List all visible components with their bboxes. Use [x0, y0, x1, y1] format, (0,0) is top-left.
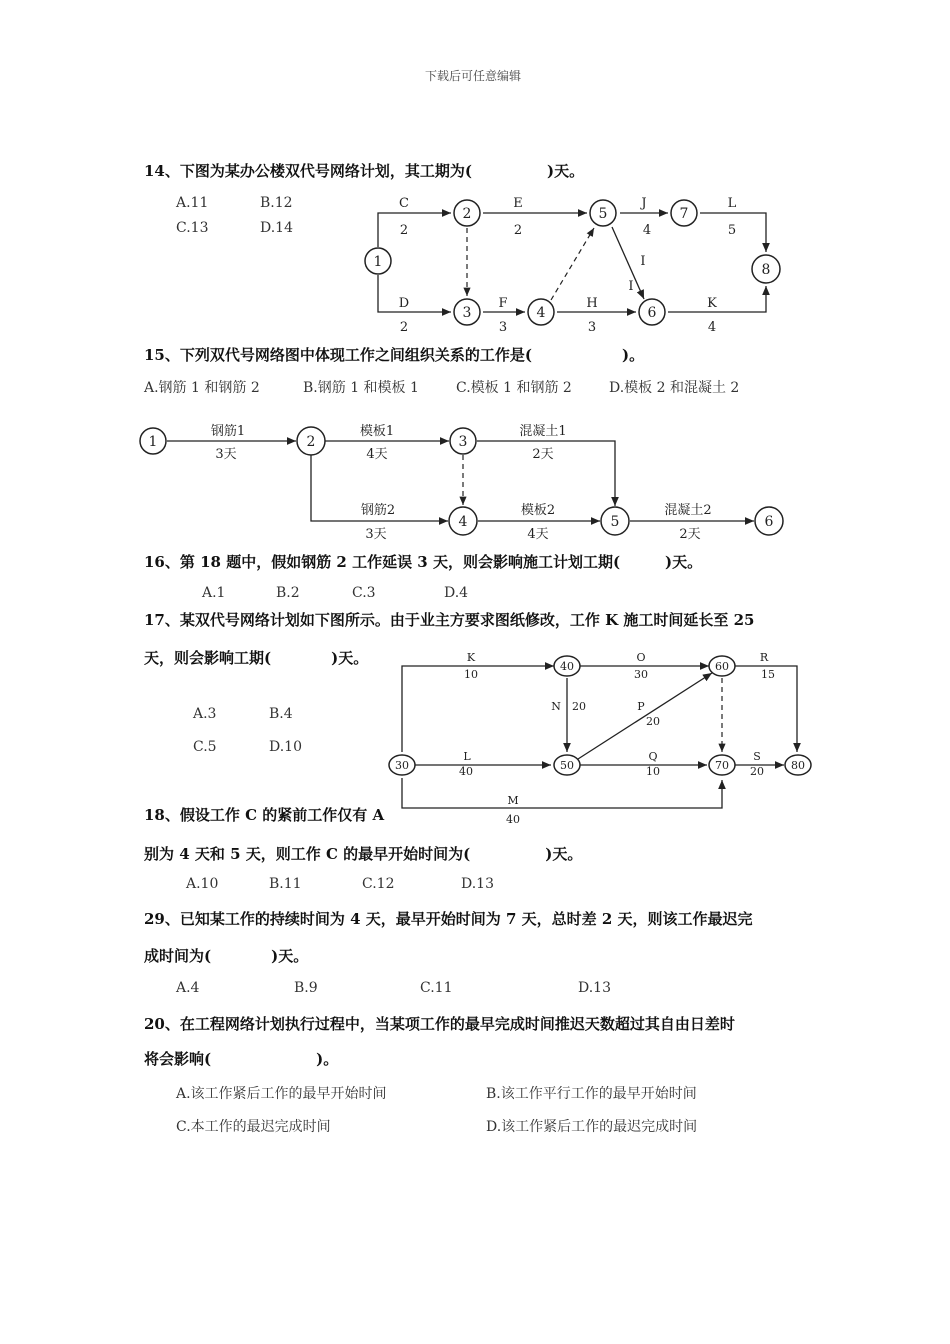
edge-label: 混凝土1: [519, 424, 567, 439]
q14-option-b: B.12: [260, 195, 293, 211]
question-18-line-2: 别为 4 天和 5 天，则工作 C 的最早开始时间为( )天。: [144, 845, 583, 863]
q29-option-b: B.9: [294, 980, 318, 996]
edge-label: 模板2: [520, 503, 556, 518]
edge-label: 混凝土2: [664, 503, 712, 518]
edge-label: 40: [506, 813, 520, 826]
q18-option-d: D.13: [461, 876, 494, 892]
q15-option-d: D.模板 2 和混凝土 2: [609, 380, 740, 396]
edge-label: 4: [707, 320, 717, 335]
question-29-line-1: 29、已知某工作的持续时间为 4 天，最早开始时间为 7 天，总时差 2 天，则该工作最迟完: [144, 910, 753, 928]
node-label: 2: [462, 206, 472, 222]
question-14: 14、下图为某办公楼双代号网络计划，其工期为( )天。: [144, 162, 585, 180]
edge-label: 2天: [679, 527, 701, 542]
node-label: 1: [373, 254, 383, 270]
node-label: 7: [679, 206, 689, 222]
question-17-line-1: 17、某双代号网络计划如下图所示。由于业主方要求图纸修改，工作 K 施工时间延长至 25: [144, 611, 755, 629]
q14-option-a: A.11: [176, 195, 209, 211]
edge-label: 模板1: [359, 424, 395, 439]
q18-option-b: B.11: [269, 876, 302, 892]
node-label: 3: [458, 434, 468, 450]
question-18-line-1: 18、假设工作 C 的紧前工作仅有 A: [144, 806, 385, 824]
edge-label: F: [498, 296, 508, 311]
edge-label: 3: [587, 320, 597, 335]
edge-label: 钢筋1: [210, 424, 246, 439]
edge-label: 2: [399, 320, 409, 335]
node-label: 40: [560, 660, 574, 673]
question-15: 15、下列双代号网络图中体现工作之间组织关系的工作是( )。: [144, 346, 645, 364]
question-16: 16、第 18 题中，假如钢筋 2 工作延误 3 天，则会影响施工计划工期( )天。: [144, 553, 703, 571]
node-label: 6: [647, 305, 657, 321]
edge-label: 4天: [366, 447, 388, 462]
q15-option-c: C.模板 1 和钢筋 2: [456, 380, 572, 396]
q20-option-c: C.本工作的最迟完成时间: [176, 1119, 331, 1135]
q15-option-b: B.钢筋 1 和模板 1: [303, 380, 419, 396]
edge-label: K: [466, 651, 476, 664]
edge-label: 2天: [532, 447, 554, 462]
node-label: 3: [462, 305, 472, 321]
q20-option-b: B.该工作平行工作的最早开始时间: [486, 1086, 697, 1102]
q29-option-d: D.13: [578, 980, 611, 996]
edge-label: L: [727, 196, 737, 211]
edge-label: 10: [646, 765, 660, 778]
q17-edge-labels: [459, 651, 775, 826]
edge-label: 20: [646, 715, 660, 728]
page-header: 下载后可任意编辑: [425, 69, 522, 83]
node-label: 4: [458, 514, 468, 530]
node-label: 8: [761, 262, 771, 278]
question-17-line-2: 天，则会影响工期( )天。: [144, 649, 369, 667]
edge-label: J: [641, 196, 647, 211]
node-label: 6: [764, 514, 774, 530]
node-label: 4: [536, 305, 546, 321]
q14-option-c: C.13: [176, 220, 209, 236]
node-label: 1: [148, 434, 158, 450]
edge-label: 10: [464, 668, 478, 681]
edge-label: H: [586, 296, 598, 311]
q29-option-c: C.11: [420, 980, 453, 996]
edge-label: 钢筋2: [360, 503, 396, 518]
edge-label: L: [463, 750, 471, 763]
edge-label: K: [707, 296, 717, 311]
node-label: 5: [598, 206, 608, 222]
edge-label: 20: [750, 765, 764, 778]
q17-edges: [402, 666, 797, 808]
edge-label: 3: [498, 320, 508, 335]
node-label: 30: [395, 759, 409, 772]
edge-label: I: [628, 279, 634, 294]
edge-label: 2: [513, 223, 523, 238]
edge-label: 3天: [365, 527, 387, 542]
node-label: 2: [306, 434, 316, 450]
q17-option-b: B.4: [269, 706, 293, 722]
q20-option-a: A.该工作紧后工作的最早开始时间: [176, 1086, 387, 1102]
node-label: 60: [715, 660, 729, 673]
question-29-line-2: 成时间为( )天。: [144, 947, 309, 965]
edge-label: 5: [727, 223, 737, 238]
q16-option-b: B.2: [276, 585, 300, 601]
node-label: 80: [791, 759, 805, 772]
q14-option-d: D.14: [260, 220, 293, 236]
edge-label: 4: [642, 223, 652, 238]
q17-option-a: A.3: [193, 706, 217, 722]
node-label: 50: [560, 759, 574, 772]
edge-label: P: [637, 700, 645, 713]
node-label: 5: [610, 514, 620, 530]
edge-label: Q: [648, 750, 658, 763]
node-label: 70: [715, 759, 729, 772]
question-20-line-2: 将会影响( )。: [144, 1050, 339, 1068]
q17-option-c: C.5: [193, 739, 217, 755]
edge-label: I: [640, 254, 646, 269]
edge-label: S: [753, 750, 761, 763]
q18-option-a: A.10: [186, 876, 219, 892]
edge-label: 4天: [527, 527, 549, 542]
q16-option-d: D.4: [444, 585, 469, 601]
edge-label: 2: [399, 223, 409, 238]
edge-label: N: [551, 700, 561, 713]
q16-option-c: C.3: [352, 585, 376, 601]
q16-option-a: A.1: [202, 585, 226, 601]
edge-label: R: [759, 651, 769, 664]
edge-label: 20: [572, 700, 586, 713]
edge-label: 15: [761, 668, 775, 681]
edge-label: C: [399, 196, 409, 211]
edge-label: O: [636, 651, 646, 664]
q17-nodes: [389, 656, 811, 775]
q18-option-c: C.12: [362, 876, 395, 892]
q17-option-d: D.10: [269, 739, 302, 755]
edge-label: 30: [634, 668, 648, 681]
edge-label: 3天: [215, 447, 237, 462]
q15-option-a: A.钢筋 1 和钢筋 2: [144, 380, 260, 396]
edge-label: D: [398, 296, 410, 311]
edge-label: 40: [459, 765, 473, 778]
question-20-line-1: 20、在工程网络计划执行过程中，当某项工作的最早完成时间推迟天数超过其自由日差时: [144, 1015, 735, 1033]
q29-option-a: A.4: [176, 980, 200, 996]
edge-label: E: [513, 196, 523, 211]
q20-option-d: D.该工作紧后工作的最迟完成时间: [486, 1119, 698, 1135]
edge-label: M: [507, 794, 519, 807]
